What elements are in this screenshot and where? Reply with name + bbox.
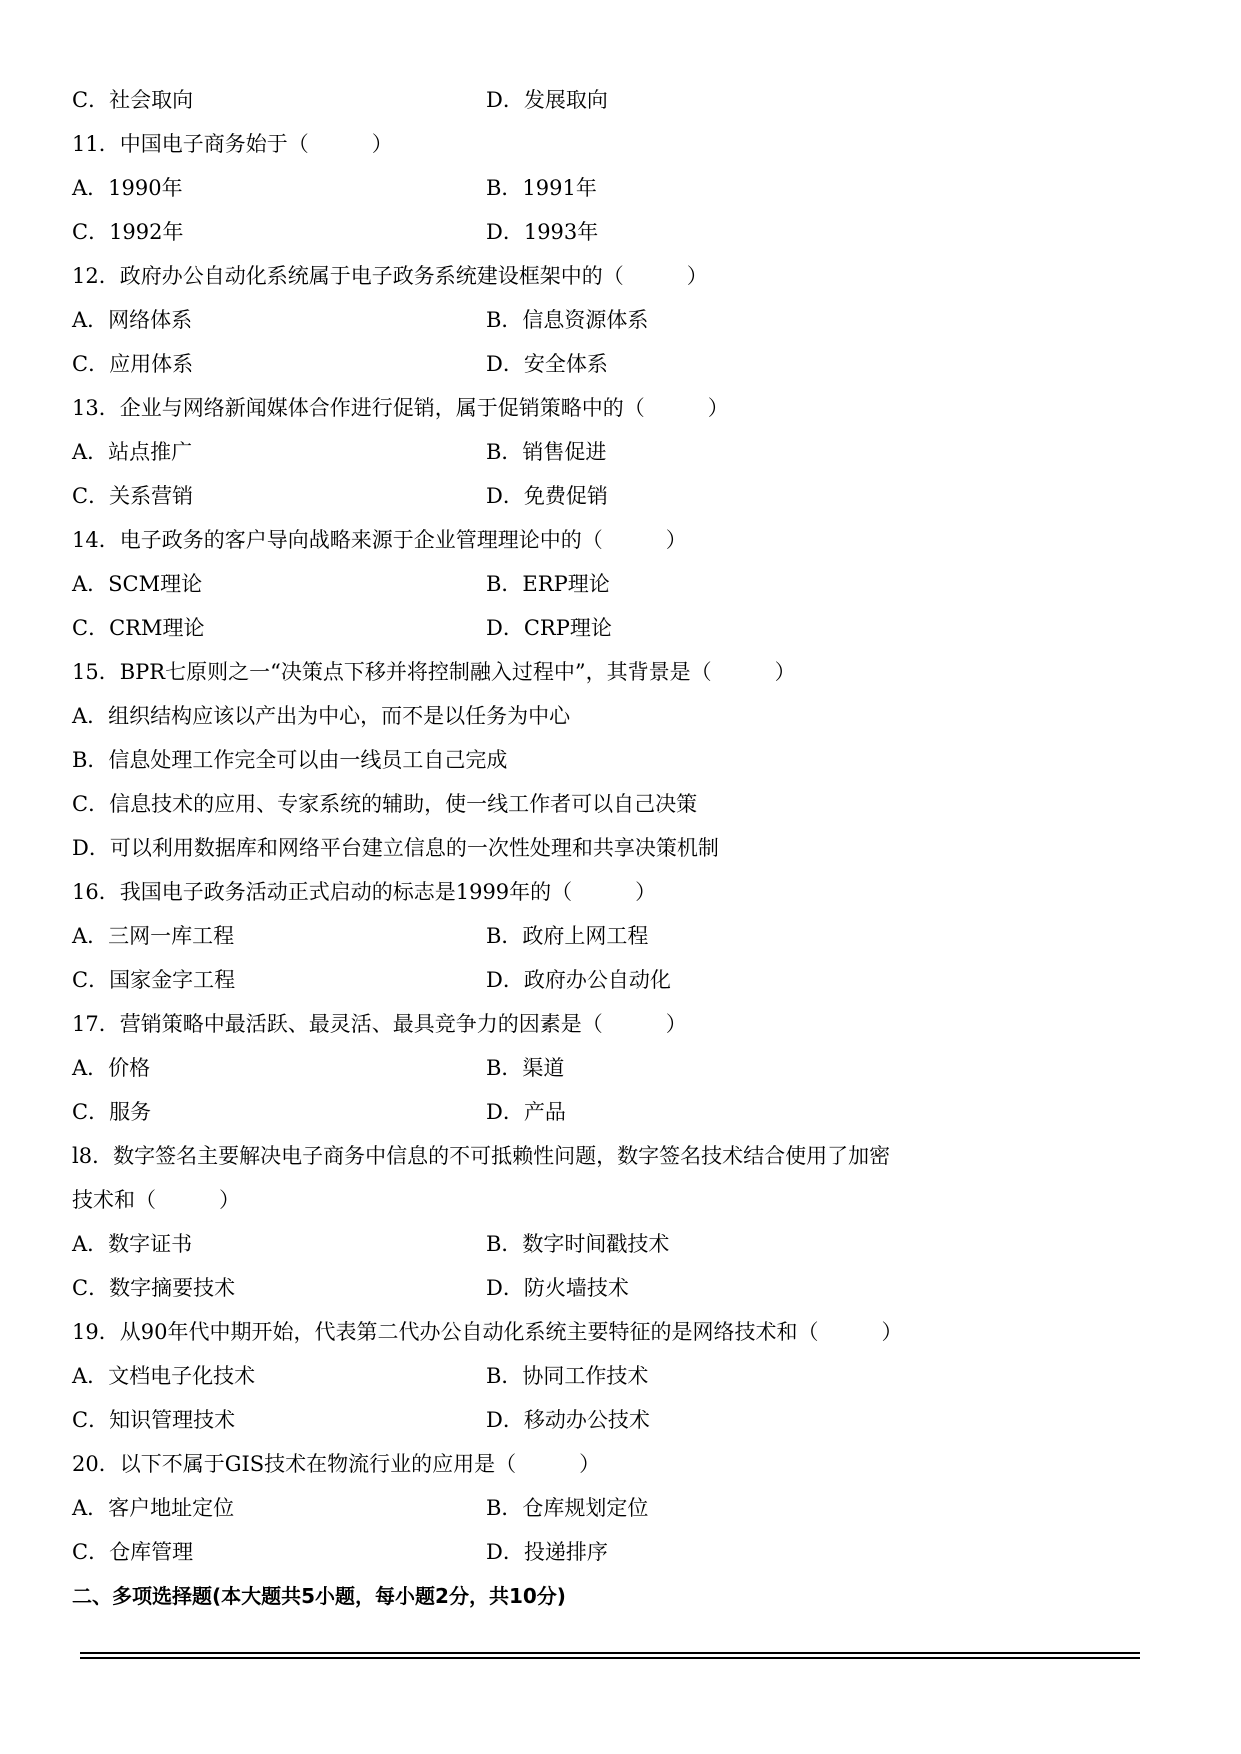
option-row: [72, 474, 1172, 518]
option-row: [72, 1090, 1172, 1134]
option-row: [72, 914, 1172, 958]
option-full: B．信息处理工作完全可以由一线员工自己完成: [72, 748, 508, 772]
option-left: C．应用体系: [72, 352, 194, 376]
option-left: A．数字证书: [72, 1232, 193, 1256]
option-row: [72, 298, 1172, 342]
option-left: A．客户地址定位: [72, 1496, 235, 1520]
option-right: D．移动办公技术: [486, 1408, 650, 1432]
option-row: [72, 1354, 1172, 1398]
option-left: C．1992年: [72, 220, 184, 244]
option-left: A．价格: [72, 1056, 151, 1080]
option-row: [72, 1266, 1172, 1310]
double-rule-divider: [80, 1652, 1140, 1659]
option-row: [72, 430, 1172, 474]
question-list: [72, 78, 1172, 1574]
exam-page: [72, 78, 1172, 1618]
option-right: D．1993年: [486, 220, 599, 244]
option-left: C．数字摘要技术: [72, 1276, 236, 1300]
option-left: C．仓库管理: [72, 1540, 194, 1564]
option-row: [72, 1398, 1172, 1442]
option-full: C．信息技术的应用、专家系统的辅助，使一线工作者可以自己决策: [72, 792, 698, 816]
option-left: C．CRM理论: [72, 616, 205, 640]
option-right: D．政府办公自动化: [486, 968, 671, 992]
option-right: D．产品: [486, 1100, 566, 1124]
option-right: D．免费促销: [486, 484, 608, 508]
option-left: A．网络体系: [72, 308, 193, 332]
section-heading: 二、多项选择题(本大题共5小题，每小题2分，共10分): [72, 1584, 566, 1608]
option-right: B．信息资源体系: [486, 308, 649, 332]
option-row: [72, 562, 1172, 606]
option-right: D．防火墙技术: [486, 1276, 629, 1300]
option-row: [72, 1046, 1172, 1090]
option-row: [72, 210, 1172, 254]
option-row: [72, 166, 1172, 210]
option-left: C．知识管理技术: [72, 1408, 236, 1432]
option-right: B．渠道: [486, 1056, 565, 1080]
option-left: C．社会取向: [72, 88, 194, 112]
question-text: 17．营销策略中最活跃、最灵活、最具竞争力的因素是（ ）: [72, 1012, 687, 1036]
option-right: B．数字时间戳技术: [486, 1232, 670, 1256]
option-left: C．关系营销: [72, 484, 194, 508]
option-full: A．组织结构应该以产出为中心，而不是以任务为中心: [72, 704, 571, 728]
option-right: B．销售促进: [486, 440, 607, 464]
question-text: 13．企业与网络新闻媒体合作进行促销，属于促销策略中的（ ）: [72, 396, 729, 420]
question-text: 12．政府办公自动化系统属于电子政务系统建设框架中的（ ）: [72, 264, 708, 288]
option-right: B．ERP理论: [486, 572, 610, 596]
option-row: [72, 1222, 1172, 1266]
question-text: 技术和（ ）: [72, 1188, 240, 1212]
option-left: A．三网一库工程: [72, 924, 235, 948]
option-right: D．安全体系: [486, 352, 608, 376]
option-right: D．CRP理论: [486, 616, 612, 640]
option-right: B．1991年: [486, 176, 597, 200]
option-left: A．1990年: [72, 176, 183, 200]
option-row: [72, 78, 1172, 122]
option-left: A．站点推广: [72, 440, 193, 464]
question-text: l8．数字签名主要解决电子商务中信息的不可抵赖性问题，数字签名技术结合使用了加密: [72, 1144, 891, 1168]
question-text: 16．我国电子政务活动正式启动的标志是1999年的（ ）: [72, 880, 657, 904]
option-row: [72, 606, 1172, 650]
question-text: 14．电子政务的客户导向战略来源于企业管理理论中的（ ）: [72, 528, 687, 552]
question-text: 19．从90年代中期开始，代表第二代办公自动化系统主要特征的是网络技术和（ ）: [72, 1320, 903, 1344]
option-left: A．SCM理论: [72, 572, 203, 596]
option-full: D．可以利用数据库和网络平台建立信息的一次性处理和共享决策机制: [72, 836, 719, 860]
option-right: D．发展取向: [486, 88, 608, 112]
option-left: C．国家金字工程: [72, 968, 236, 992]
question-text: 11．中国电子商务始于（ ）: [72, 132, 393, 156]
question-text: 15．BPR七原则之一“决策点下移并将控制融入过程中”，其背景是（ ）: [72, 660, 796, 684]
option-row: [72, 1530, 1172, 1574]
option-right: D．投递排序: [486, 1540, 608, 1564]
question-text: 20．以下不属于GIS技术在物流行业的应用是（ ）: [72, 1452, 601, 1476]
option-row: [72, 342, 1172, 386]
option-left: A．文档电子化技术: [72, 1364, 256, 1388]
option-right: B．协同工作技术: [486, 1364, 649, 1388]
option-right: B．仓库规划定位: [486, 1496, 649, 1520]
option-row: [72, 1486, 1172, 1530]
option-row: [72, 958, 1172, 1002]
option-right: B．政府上网工程: [486, 924, 649, 948]
option-left: C．服务: [72, 1100, 152, 1124]
